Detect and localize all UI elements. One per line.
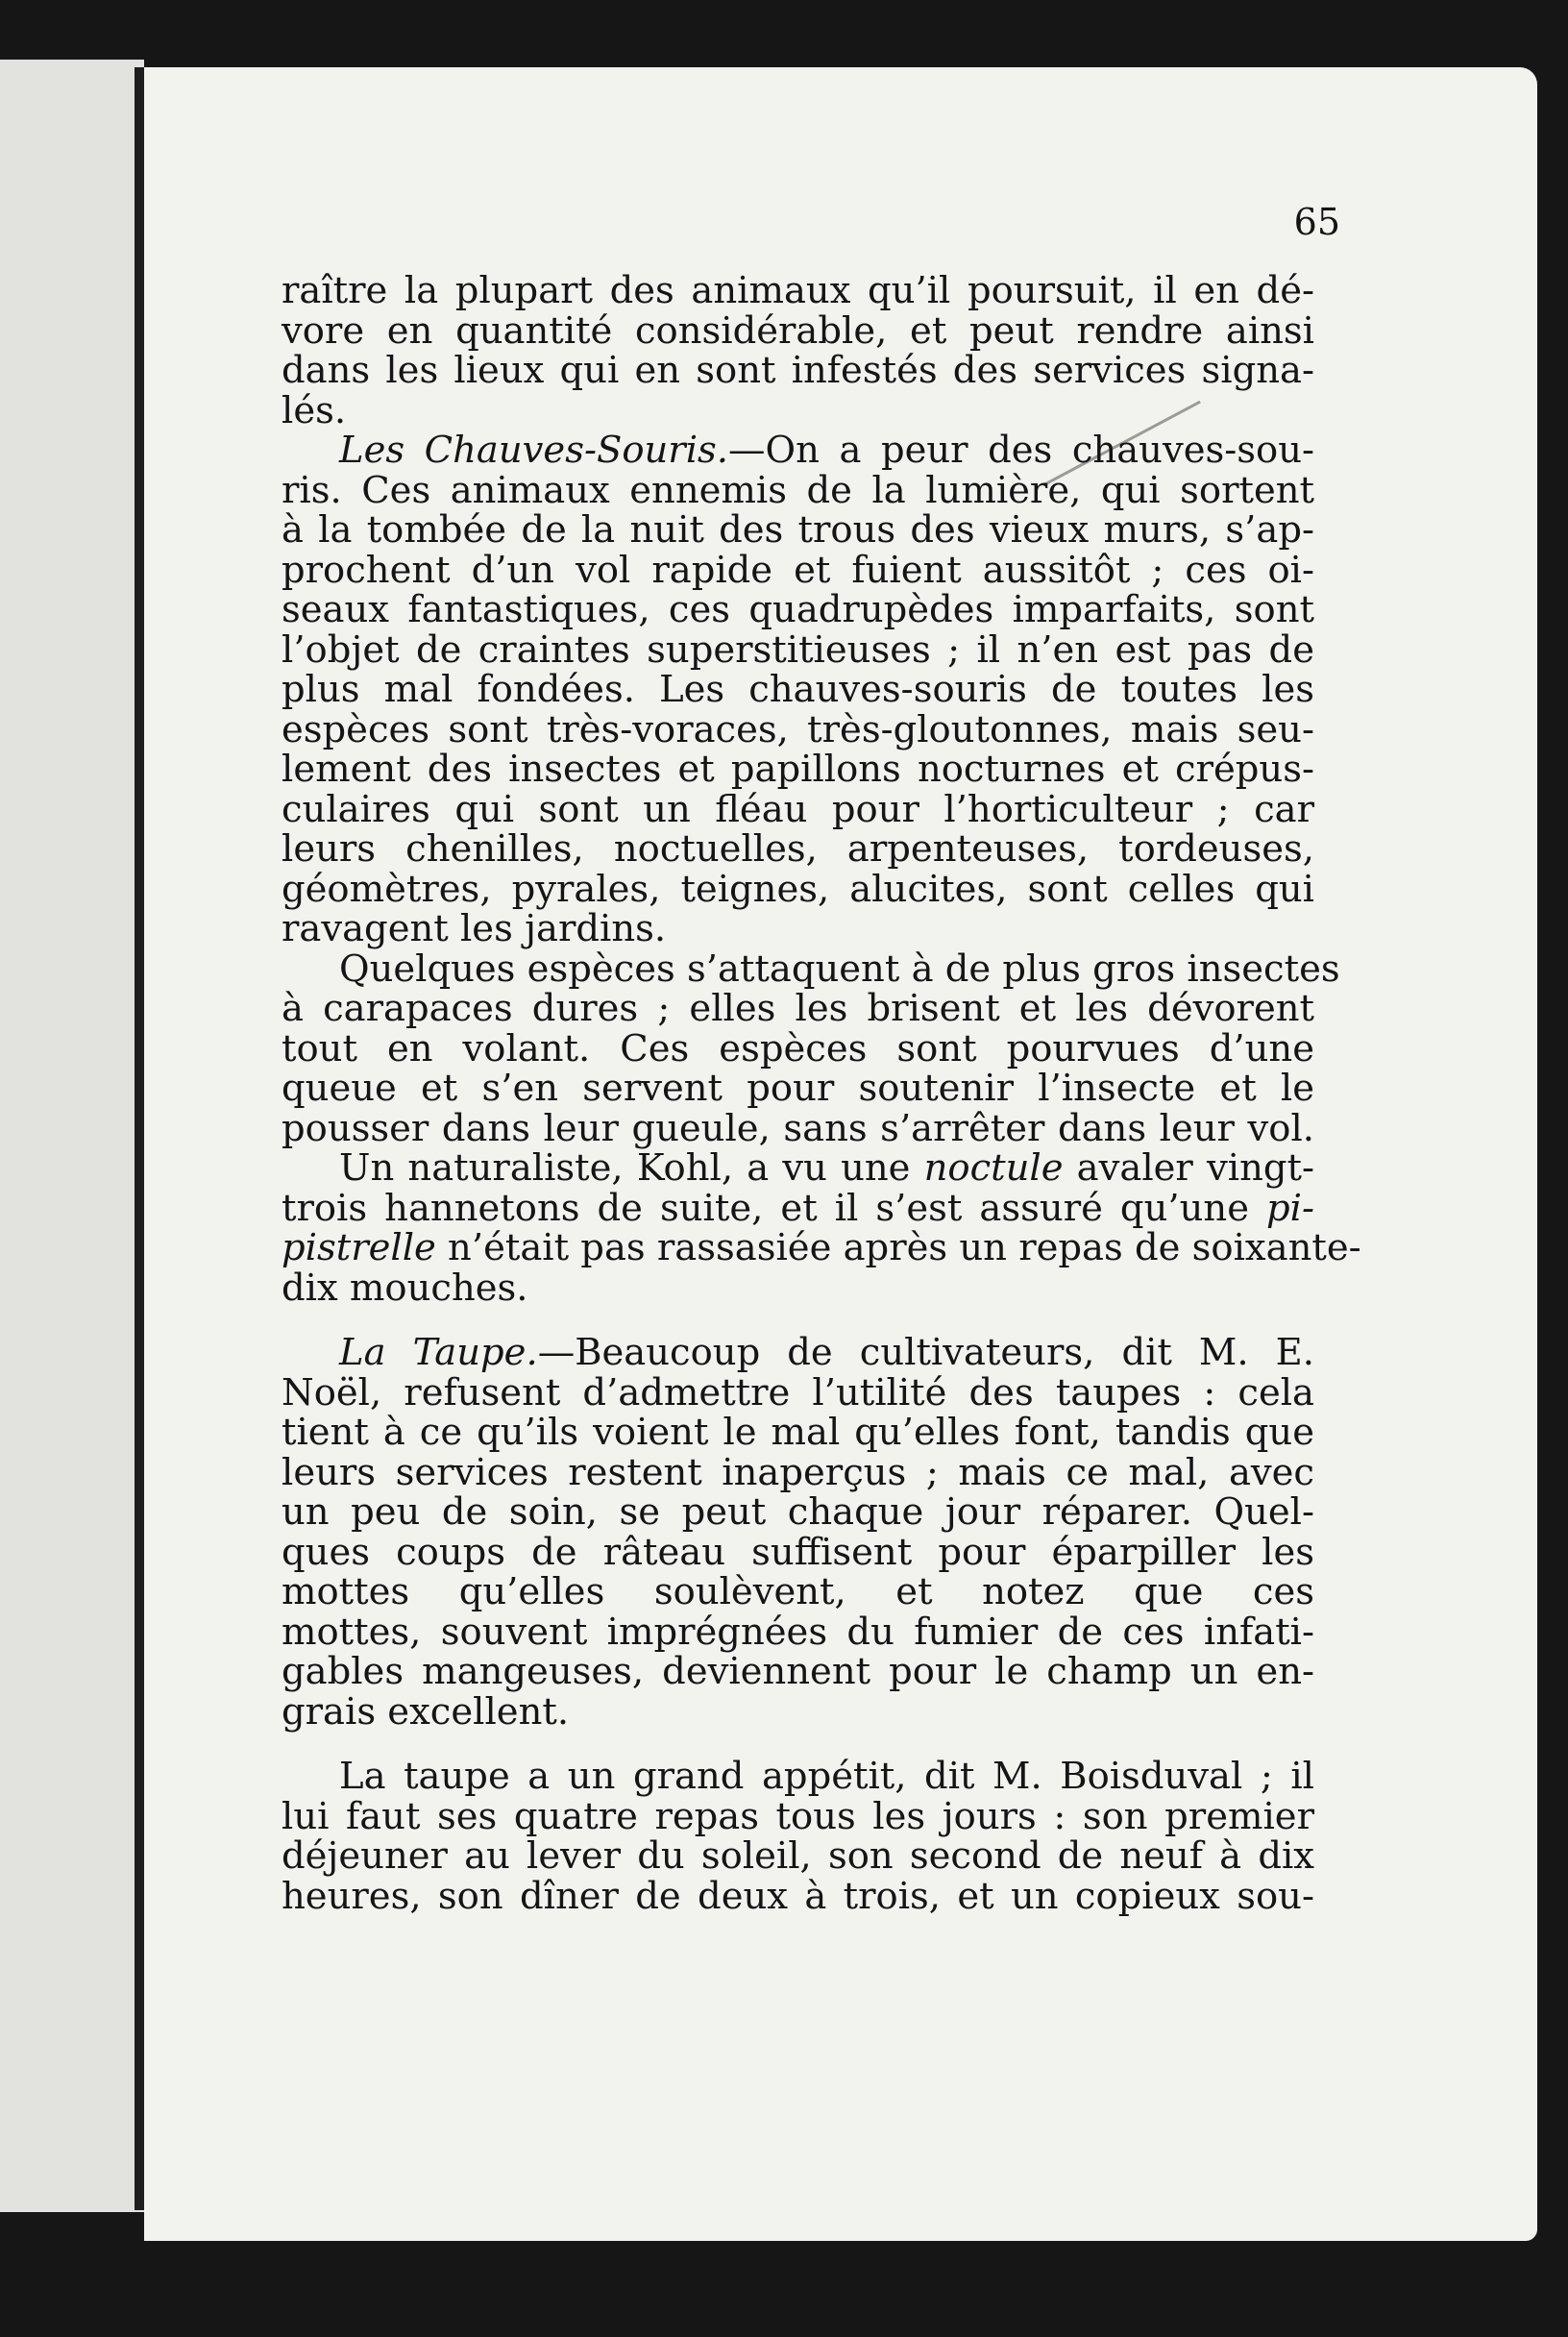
text-segment: Quelques espèces s’attaquent à de plus gros insectes (339, 947, 1340, 991)
text-line (282, 1874, 1314, 1918)
text-segment: lés. (282, 388, 347, 432)
text-line (282, 1689, 1314, 1734)
text-segment: ques coups de râteau suffisent pour éparpiller les (282, 1530, 1314, 1574)
text-segment: queue et s’en servent pour soutenir l’insecte et le (282, 1067, 1314, 1110)
text-segment: espèces sont très-voraces, très-gloutonnes, mais seu- (282, 707, 1314, 751)
text-line (282, 627, 1314, 672)
text-segment: déjeuner au lever du soleil, son second de neuf à dix (282, 1834, 1314, 1878)
text-segment: pousser dans leur gueule, sans s’arrêter dans leur vol. (282, 1106, 1314, 1150)
italic-text: La Taupe. (339, 1331, 538, 1374)
text-segment: vore en quantité considérable, et peut rendre ainsi (282, 308, 1314, 353)
text-segment: culaires qui sont un fléau pour l’horticulteur ; car (282, 787, 1314, 831)
text-line (282, 1106, 1314, 1150)
text-segment: trois hannetons de suite, et il s’est assuré qu’une (282, 1186, 1267, 1230)
text-line (282, 1413, 1314, 1453)
text-line (282, 1148, 1314, 1189)
text-segment: l’objet de craintes superstitieuses ; il n’en est pas de (282, 627, 1314, 672)
text-line (282, 351, 1314, 391)
text-line (282, 1069, 1314, 1109)
text-line (282, 430, 1314, 471)
text-line (282, 1530, 1314, 1574)
text-line (282, 909, 1314, 949)
text-segment: leurs chenilles, noctuelles, arpenteuses, tordeuses, (282, 827, 1314, 871)
text-segment: un peu de soin, se peut chaque jour réparer. Quel- (282, 1490, 1314, 1534)
text-segment: prochent d’un vol rapide et fuient aussitôt ; ces oi- (282, 548, 1314, 592)
text-segment: géomètres, pyrales, teignes, alucites, sont celles qui (282, 867, 1314, 911)
text-line (282, 468, 1314, 512)
book-spine (135, 67, 144, 2210)
text-line (282, 1757, 1314, 1797)
text-line (282, 787, 1314, 831)
italic-text: noctule (923, 1146, 1064, 1190)
text-line (282, 707, 1314, 751)
text-line (282, 947, 1340, 991)
text-line (282, 1450, 1314, 1494)
text-segment: ravagent les jardins. (282, 907, 667, 950)
text-segment: tient à ce qu’ils voient le mal qu’elles font, tandis que (282, 1411, 1314, 1454)
page-number: 65 (1293, 201, 1340, 243)
text-line (282, 1612, 1314, 1653)
text-segment: lement des insectes et papillons nocturnes et crépus- (282, 748, 1314, 791)
body-text (282, 269, 1361, 1918)
text-line (282, 1333, 1314, 1373)
text-line (282, 750, 1314, 790)
text-segment: à carapaces dures ; elles les brisent et les dévorent (282, 987, 1314, 1030)
italic-text: pi- (1266, 1186, 1314, 1230)
text-segment: mottes, souvent imprégnées du fumier de ces infati- (282, 1610, 1314, 1654)
text-line (282, 1370, 1314, 1414)
paragraph-gap (282, 1308, 1314, 1333)
text-line (282, 989, 1314, 1029)
text-segment: La taupe a un grand appétit, dit M. Boisduval ; il (339, 1755, 1314, 1798)
text-segment: —Beaucoup de cultivateurs, dit M. E. (537, 1331, 1314, 1374)
text-line (282, 670, 1314, 710)
text-segment: Noël, refusent d’admettre l’utilité des taupes : cela (282, 1370, 1314, 1414)
text-line (282, 510, 1314, 551)
text-line (282, 388, 1314, 432)
text-line (282, 867, 1314, 911)
text-segment: dix mouches. (282, 1266, 528, 1310)
text-line (282, 271, 1314, 311)
previous-page-edge (0, 60, 144, 2212)
text-line (282, 1186, 1314, 1230)
text-line (282, 1572, 1314, 1612)
text-line (282, 548, 1314, 592)
text-line (282, 308, 1314, 353)
text-line (282, 1492, 1314, 1533)
text-segment: —On a peur des chauves-sou- (728, 429, 1314, 472)
text-line (282, 590, 1314, 630)
text-line (282, 1226, 1361, 1269)
text-line (282, 829, 1314, 870)
italic-text: pistrelle (282, 1226, 436, 1269)
text-segment: grais excellent. (282, 1689, 570, 1734)
text-segment: gables mangeuses, deviennent pour le champ un en- (282, 1650, 1314, 1693)
text-line (282, 1836, 1314, 1877)
text-segment: mottes qu’elles soulèvent, et notez que ces (282, 1570, 1314, 1613)
paragraph-gap (282, 1732, 1314, 1757)
text-line (282, 1652, 1314, 1692)
text-segment: heures, son dîner de deux à trois, et un copieux sou- (282, 1874, 1314, 1918)
text-line (282, 1268, 1314, 1309)
text-segment: leurs services restent inaperçus ; mais ce mal, avec (282, 1450, 1314, 1494)
italic-text: Les Chauves-Souris. (339, 429, 729, 472)
text-segment: plus mal fondées. Les chauves-souris de toutes les (282, 668, 1314, 711)
text-segment: dans les lieux qui en sont infestés des services signa- (282, 349, 1314, 392)
text-line (282, 1026, 1314, 1070)
text-segment: avaler vingt- (1063, 1146, 1314, 1190)
text-line (282, 1794, 1314, 1838)
text-segment: raître la plupart des animaux qu’il poursuit, il en dé- (282, 269, 1314, 312)
text-segment: seaux fantastiques, ces quadrupèdes imparfaits, sont (282, 588, 1314, 631)
text-segment: lui faut ses quatre repas tous les jours : son premier (282, 1794, 1314, 1838)
text-segment: à la tombée de la nuit des trous des vieux murs, s’ap- (282, 508, 1314, 552)
text-segment: Un naturaliste, Kohl, a vu une (339, 1146, 924, 1190)
text-segment: tout en volant. Ces espèces sont pourvues d’une (282, 1026, 1314, 1070)
text-segment: n’était pas rassasiée après un repas de soixante- (435, 1226, 1361, 1269)
text-segment: ris. Ces animaux ennemis de la lumière, qui sortent (282, 468, 1314, 512)
